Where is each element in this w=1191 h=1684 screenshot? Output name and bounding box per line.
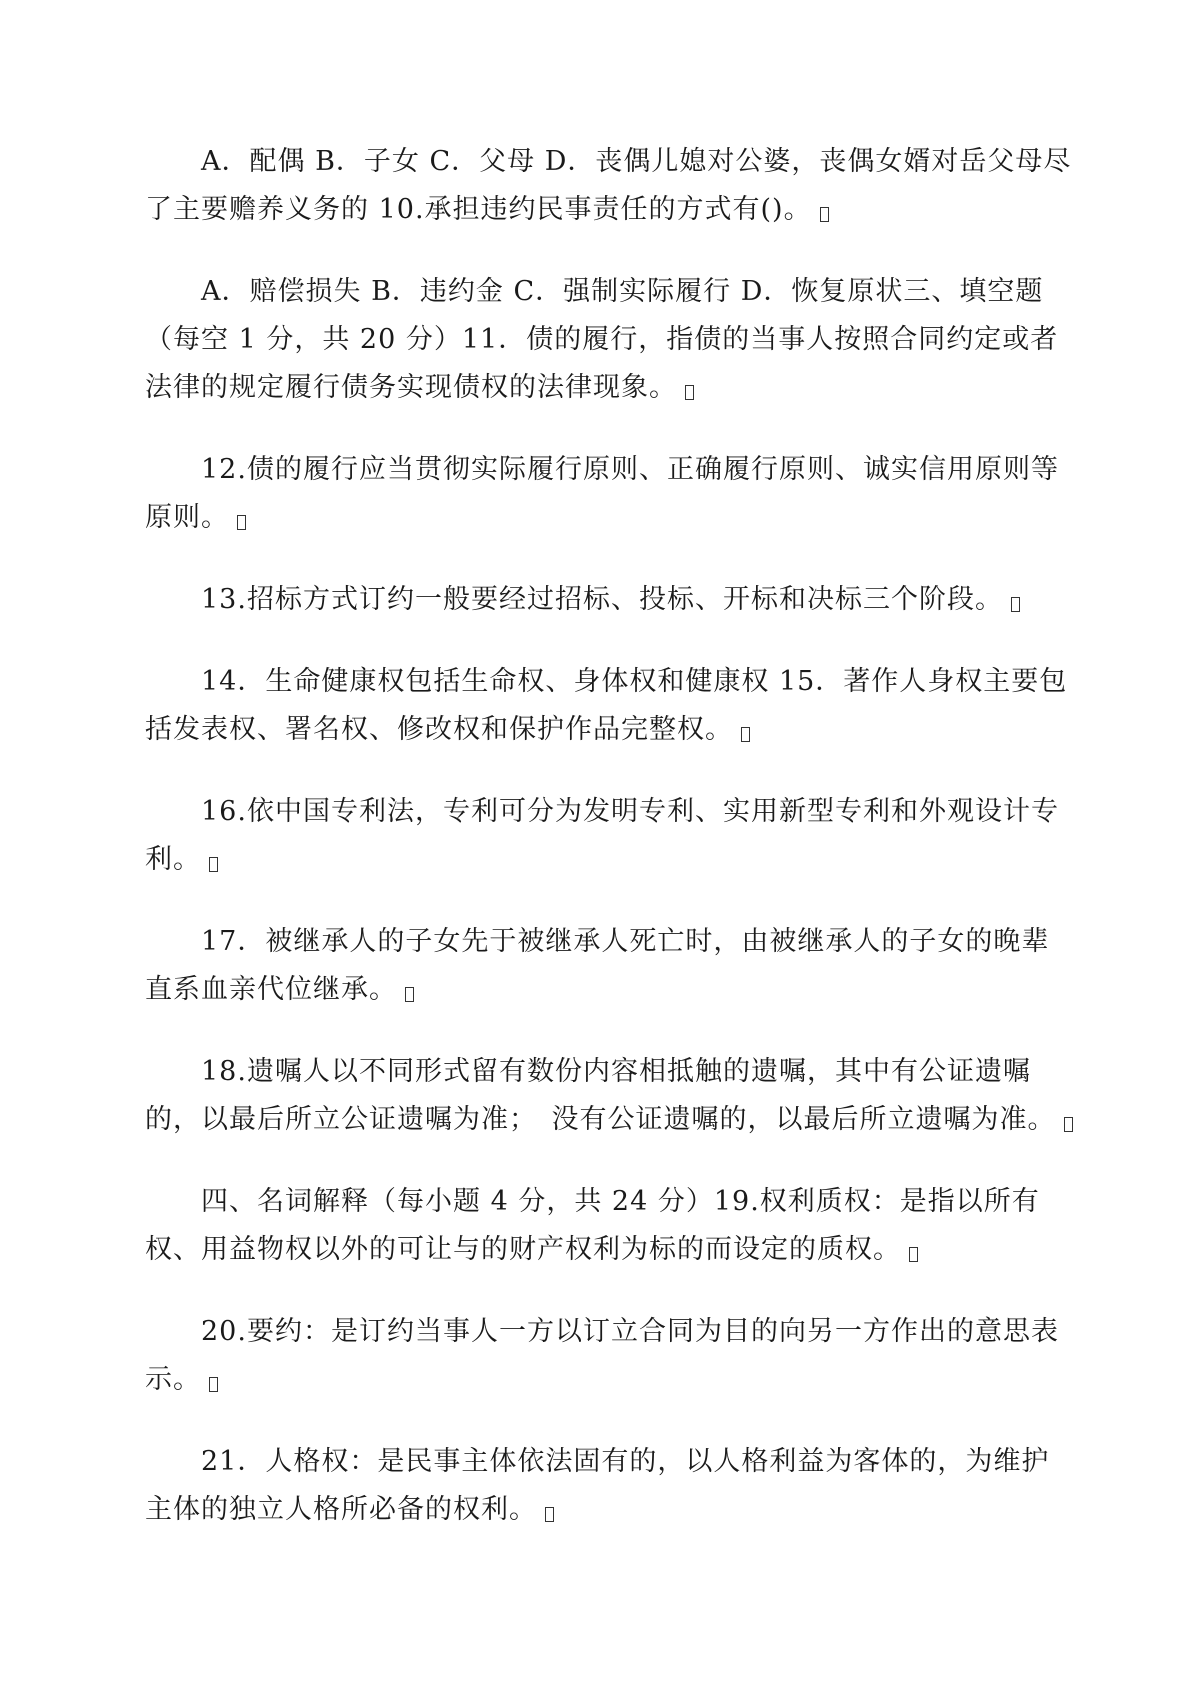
paragraph-end-marker-icon — [909, 1247, 918, 1262]
paragraph-14-15 — [145, 658, 1075, 754]
paragraph-end-marker-icon — [209, 857, 218, 872]
paragraph-text: A．配偶 B．子女 C．父母 D．丧偶儿媳对公婆，丧偶女婿对岳父母尽了主要赡养义务的 10.承担违约民事责任的方式有()。 — [145, 146, 1072, 225]
paragraph-end-marker-icon — [741, 727, 750, 742]
paragraph-end-marker-icon — [545, 1507, 554, 1522]
paragraph-end-marker-icon — [820, 207, 829, 222]
paragraph-20 — [145, 1308, 1075, 1404]
paragraph-options-10 — [145, 138, 1075, 234]
paragraph-text: 16.依中国专利法，专利可分为发明专利、实用新型专利和外观设计专利。 — [145, 796, 1059, 875]
paragraph-19 — [145, 1178, 1075, 1274]
paragraph-text: 17．被继承人的子女先于被继承人死亡时，由被继承人的子女的晚辈直系血亲代位继承。 — [145, 926, 1050, 1005]
paragraph-text: 20.要约：是订约当事人一方以订立合同为目的向另一方作出的意思表示。 — [145, 1316, 1059, 1395]
paragraph-13 — [145, 576, 1075, 624]
paragraph-text: 12.债的履行应当贯彻实际履行原则、正确履行原则、诚实信用原则等原则。 — [145, 454, 1059, 533]
paragraph-end-marker-icon — [405, 987, 414, 1002]
paragraph-options-11 — [145, 268, 1075, 412]
paragraph-end-marker-icon — [1064, 1117, 1073, 1132]
paragraph-18 — [145, 1048, 1075, 1144]
paragraph-21 — [145, 1438, 1075, 1534]
paragraph-text: 14．生命健康权包括生命权、身体权和健康权 15．著作人身权主要包括发表权、署名权、修改权和保护作品完整权。 — [145, 666, 1068, 745]
paragraph-text: 18.遗嘱人以不同形式留有数份内容相抵触的遗嘱，其中有公证遗嘱的，以最后所立公证遗嘱为准； 没有公证遗嘱的，以最后所立遗嘱为准。 — [145, 1056, 1056, 1135]
paragraph-end-marker-icon — [209, 1377, 218, 1392]
paragraph-16 — [145, 788, 1075, 884]
paragraph-text: 21．人格权：是民事主体依法固有的，以人格利益为客体的，为维护主体的独立人格所必备的权利。 — [145, 1446, 1050, 1525]
paragraph-text: 四、名词解释（每小题 4 分，共 24 分）19.权利质权：是指以所有权、用益物权以外的可让与的财产权利为标的而设定的质权。 — [145, 1186, 1040, 1265]
paragraph-end-marker-icon — [1011, 597, 1020, 612]
paragraph-text: A．赔偿损失 B．违约金 C．强制实际履行 D．恢复原状三、填空题（每空 1 分，共 20 分）11．债的履行，指债的当事人按照合同约定或者法律的规定履行债务实现债权的法律现象。 — [145, 276, 1059, 403]
paragraph-text: 13.招标方式订约一般要经过招标、投标、开标和决标三个阶段。 — [201, 584, 1003, 615]
document-body — [145, 138, 1075, 1568]
paragraph-end-marker-icon — [685, 385, 694, 400]
paragraph-end-marker-icon — [237, 515, 246, 530]
paragraph-12 — [145, 446, 1075, 542]
paragraph-17 — [145, 918, 1075, 1014]
